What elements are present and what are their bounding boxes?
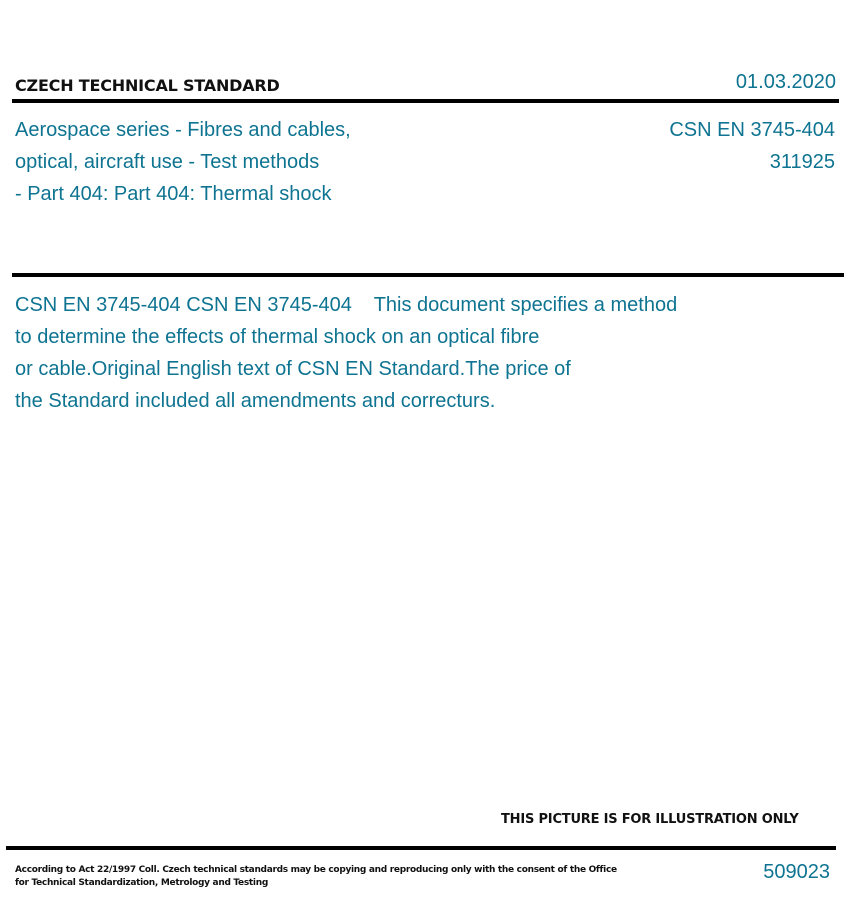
abstract-text: [15, 289, 677, 417]
abstract-line: CSN EN 3745-404 CSN EN 3745-404 This document specifies a method: [15, 294, 678, 316]
footer-divider: [6, 846, 836, 850]
section-divider: [12, 273, 844, 277]
standard-code: CSN EN 3745-404: [669, 119, 835, 141]
publication-date: 01.03.2020: [735, 71, 836, 93]
abstract-line: to determine the effects of thermal shock on an optical fibre: [15, 326, 540, 348]
title-line: optical, aircraft use - Test methods: [15, 151, 320, 173]
legal-line: for Technical Standardization, Metrology and Testing: [15, 878, 268, 888]
legal-line: According to Act 22/1997 Coll. Czech technical standards may be copying and reproducing only with the consent of the Office: [15, 865, 617, 875]
abstract-line: or cable.Original English text of CSN EN Standard.The price of: [15, 358, 571, 380]
standard-title: [15, 114, 351, 210]
title-line: Aerospace series - Fibres and cables,: [15, 119, 351, 141]
header-divider: [12, 99, 839, 103]
abstract-line: the Standard included all amendments and correcturs.: [15, 390, 496, 412]
catalog-number: 509023: [763, 861, 830, 883]
standard-identifiers: [669, 114, 835, 178]
illustration-disclaimer: THIS PICTURE IS FOR ILLUSTRATION ONLY: [501, 812, 799, 827]
class-number: 311925: [769, 151, 835, 173]
title-line: - Part 404: Part 404: Thermal shock: [15, 183, 332, 205]
legal-notice: [15, 864, 617, 890]
document-type-heading: CZECH TECHNICAL STANDARD: [15, 76, 280, 95]
